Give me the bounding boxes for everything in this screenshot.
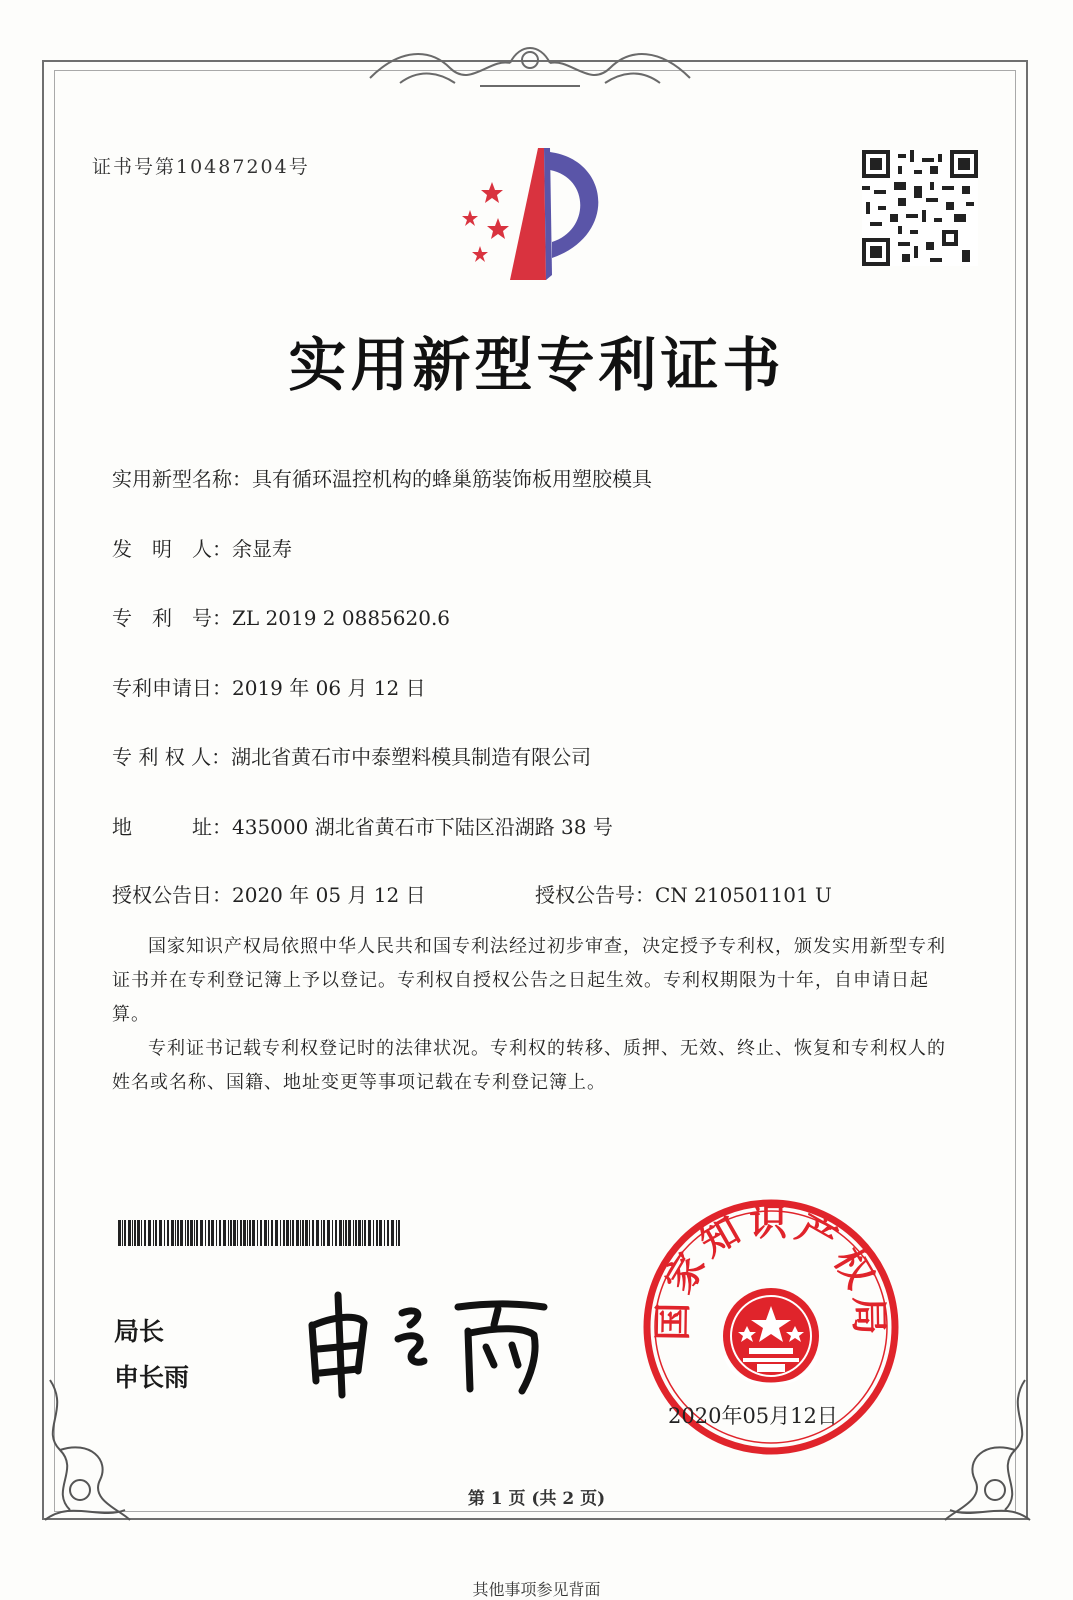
page-number: 第 1 页 (共 2 页) <box>467 1489 606 1509</box>
field-application-date <box>112 672 426 701</box>
field-value: 435000 湖北省黄石市下陆区沿湖路 38 号 <box>232 815 613 839</box>
top-ornament-icon <box>360 38 700 98</box>
certificate-body <box>112 930 962 1100</box>
field-label: 授权公告号： <box>535 883 655 907</box>
field-value: 2019 年 06 月 12 日 <box>232 676 426 700</box>
body-paragraph-2: 专利证书记载专利权登记时的法律状况。专利权的转移、质押、无效、终止、恢复和专利权人的姓名或名称、国籍、地址变更等事项记载在专利登记簿上。 <box>112 1038 946 1093</box>
svg-text:国家知识产权局: 国家知识产权局 <box>650 1200 892 1342</box>
field-label: 专利申请日： <box>112 676 232 700</box>
field-label: 发 明 人： <box>112 537 232 561</box>
field-value: ZL 2019 2 0885620.6 <box>232 606 451 630</box>
director-name: 申长雨 <box>114 1363 190 1392</box>
field-value: 2020 年 05 月 12 日 <box>232 883 426 907</box>
field-value: CN 210501101 U <box>655 883 832 907</box>
cnipa-logo-icon <box>440 140 640 285</box>
field-label: 专 利 号： <box>112 606 232 630</box>
seal-date: 2020年05月12日 <box>668 1404 838 1428</box>
certificate-number: 证书号第10487204号 <box>92 156 310 178</box>
field-label: 专 利 权 人： <box>112 745 232 769</box>
footer-note: 其他事项参见背面 <box>472 1580 601 1599</box>
barcode-icon <box>118 1220 400 1246</box>
qr-code-icon <box>862 150 978 266</box>
field-label: 授权公告日： <box>112 883 232 907</box>
field-address <box>112 811 613 840</box>
field-label: 实用新型名称： <box>112 467 252 491</box>
field-value: 余显寿 <box>232 537 292 561</box>
field-grant-date <box>112 879 426 908</box>
field-inventor <box>112 533 292 562</box>
certificate-title: 实用新型专利证书 <box>288 331 785 399</box>
field-patentee <box>112 741 591 770</box>
field-value: 具有循环温控机构的蜂巢筋装饰板用塑胶模具 <box>252 467 652 491</box>
body-paragraph-1: 国家知识产权局依照中华人民共和国专利法经过初步审查，决定授予专利权，颁发实用新型专利证书并在专利登记簿上予以登记。专利权自授权公告之日起生效。专利权期限为十年，自申请日起算。 <box>112 936 946 1025</box>
field-grant-number <box>535 879 832 908</box>
signature-icon <box>298 1285 558 1400</box>
field-label: 地 址： <box>112 815 232 839</box>
field-patent-number <box>112 602 450 631</box>
field-utility-model-name <box>112 463 652 492</box>
director-title: 局长 <box>114 1317 165 1346</box>
field-value: 湖北省黄石市中泰塑料模具制造有限公司 <box>231 745 592 769</box>
